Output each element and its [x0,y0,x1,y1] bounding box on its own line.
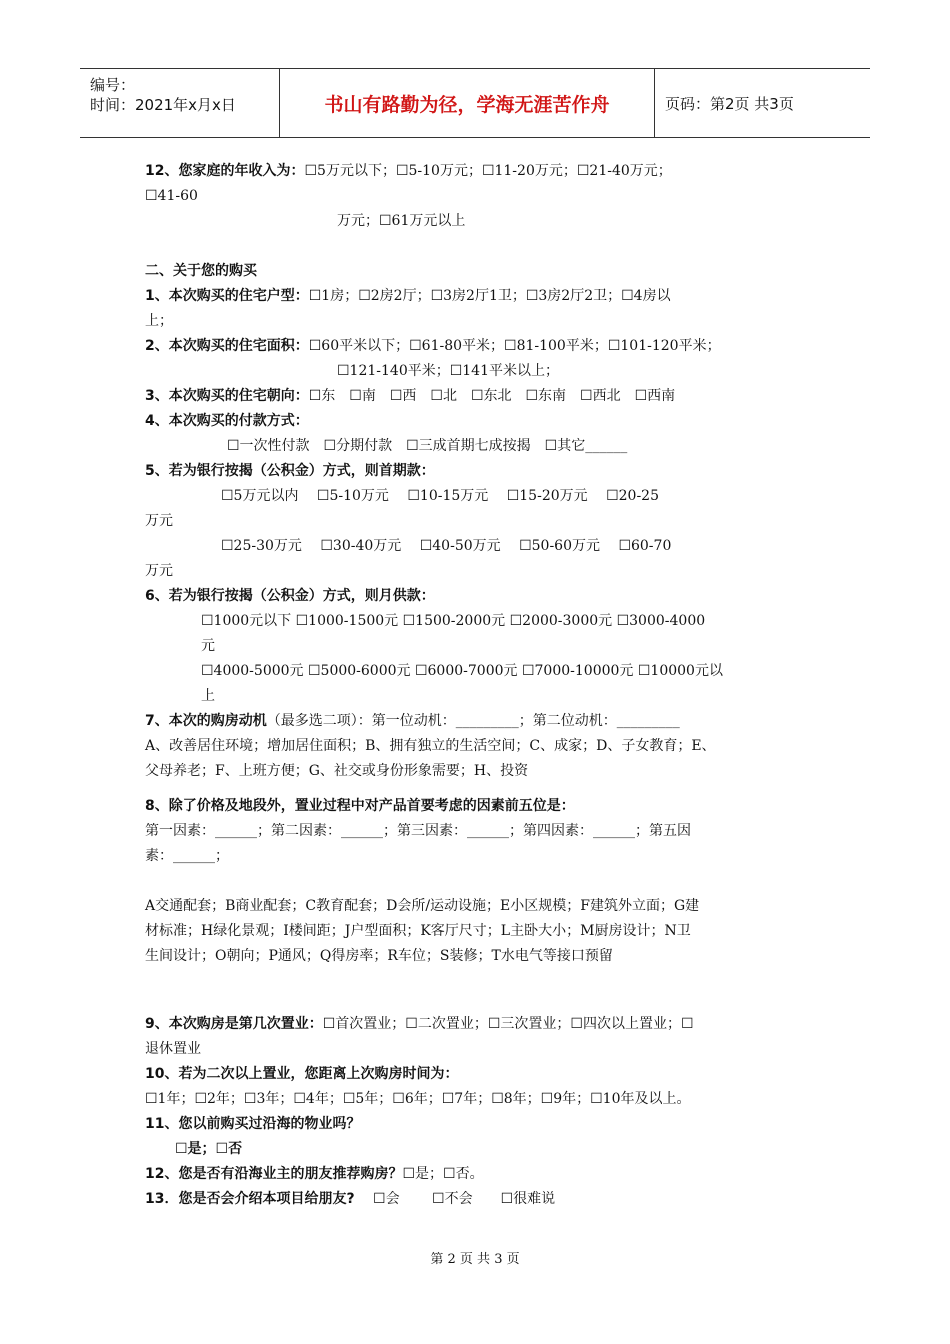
text-line-q8-6 [145,947,613,965]
question-options: 上 [201,688,215,704]
question-options: 生间设计；O朝向；P通风；Q得房率；R车位；S装修；T水电气等接口预留 [145,948,613,964]
header-page-info: 页码：第2页 共3页 [665,94,794,113]
question-label: 8、除了价格及地段外，置业过程中对产品首要考虑的因素前五位是： [145,798,575,814]
question-options: ☐一次性付款 ☐分期付款 ☐三成首期七成按揭 ☐其它______ [227,438,628,454]
question-label: 13．您是否会介绍本项目给朋友? [145,1191,355,1207]
question-label: 12、您是否有沿海业主的朋友推荐购房？ [145,1166,403,1182]
question-options: 素：______； [145,848,229,864]
text-line-q7-2 [145,737,716,755]
question-label: 2、本次购买的住宅面积： [145,338,309,354]
question-options: ☐会 ☐不会 ☐很难说 [354,1191,556,1207]
text-line-q9-1 [145,1015,694,1033]
text-line-q4-2 [227,437,627,455]
text-line-q1-1 [145,287,671,305]
question-label: 4、本次购买的付款方式： [145,413,309,429]
question-options: （最多选二项）：第一位动机：_________；第二位动机：_________ [266,713,680,729]
text-line-q8-1 [145,797,575,815]
question-label: 11、您以前购买过沿海的物业吗？ [145,1116,361,1132]
text-line-q7-3 [145,762,528,780]
text-line-q11-1 [145,1115,360,1133]
text-line-sec2 [145,262,257,280]
text-line-q5-3 [145,512,173,530]
question-options: ☐41-60 [145,188,198,204]
question-label: 10、若为二次以上置业，您距离上次购房时间为： [145,1066,459,1082]
question-options: ☐1000元以下 ☐1000-1500元 ☐1500-2000元 ☐2000-3000元 ☐3000-4000 [201,613,706,629]
text-line-q6-1 [145,587,435,605]
question-options: 材标准；H绿化景观；I楼间距；J户型面积；K客厅尺寸；L主卧大小；M厨房设计；N卫 [145,923,691,939]
text-line-q5-1 [145,462,435,480]
text-line-q3 [145,387,675,405]
text-line-q5-4 [221,537,671,555]
question-label: 1、本次购买的住宅户型： [145,288,309,304]
text-line-q2-1 [145,337,721,355]
text-line-q12a-2 [145,187,198,205]
question-options: ☐121-140平米；☐141平米以上； [337,363,559,379]
page-footer: 第 2 页 共 3 页 [430,1252,520,1267]
text-line-q13 [145,1190,555,1208]
question-label: ☐是；☐否 [175,1141,243,1157]
text-line-q12a-3 [337,212,465,230]
question-options: ☐60平米以下；☐61-80平米；☐81-100平米；☐101-120平米； [308,338,721,354]
text-line-q11-2 [175,1140,242,1158]
text-line-q6-5 [201,687,215,705]
header-left-cell [80,69,280,137]
text-line-q10-1 [145,1065,458,1083]
question-label: 3、本次购买的住宅朝向： [145,388,309,404]
question-label: 二、关于您的购买 [145,263,257,279]
text-line-q8-2 [145,822,691,840]
question-options: ☐1房；☐2房2厅；☐3房2厅1卫；☐3房2厅2卫；☐4房以 [308,288,671,304]
question-label: 5、若为银行按揭（公积金）方式，则首期款： [145,463,435,479]
text-line-q1-2 [145,312,173,330]
header-motto: 书山有路勤为径，学海无涯苦作舟 [280,69,655,137]
question-label: 12、您家庭的年收入为： [145,163,305,179]
question-options: ☐首次置业；☐二次置业；☐三次置业；☐四次以上置业；☐ [322,1016,694,1032]
question-options: ☐5万元以下；☐5-10万元；☐11-20万元；☐21-40万元； [304,163,672,179]
question-options: 退休置业 [145,1041,201,1057]
question-options: 万元 [145,563,173,579]
text-line-q6-2 [201,612,705,630]
text-line-q4-1 [145,412,309,430]
time-label: 时间：2021年x月x日 [90,96,236,114]
question-options: 万元 [145,513,173,529]
text-line-q8-4 [145,897,699,915]
text-line-q10-2 [145,1090,691,1108]
question-options: A交通配套；B商业配套；C教育配套；D会所/运动设施；E小区规模；F建筑外立面；G建 [145,898,700,914]
page-header [80,68,870,138]
question-options: 父母养老；F、上班方便；G、社交或身份形象需要；H、投资 [145,763,529,779]
question-options: ☐25-30万元 ☐30-40万元 ☐40-50万元 ☐50-60万元 ☐60-70 [221,538,672,554]
question-options: 元 [201,638,215,654]
text-line-q5-5 [145,562,173,580]
text-line-q12a-1 [145,162,672,180]
text-line-q12b [145,1165,484,1183]
text-line-q6-3 [201,637,215,655]
number-label: 编号： [90,76,136,94]
text-line-q2-2 [337,362,559,380]
question-options: ☐东 ☐南 ☐西 ☐北 ☐东北 ☐东南 ☐西北 ☐西南 [308,388,676,404]
question-options: ☐是；☐否。 [402,1166,484,1182]
question-options: 第一因素：______；第二因素：______；第三因素：______；第四因素：______；第五因 [145,823,691,839]
text-line-q8-5 [145,922,691,940]
question-options: ☐4000-5000元 ☐5000-6000元 ☐6000-7000元 ☐7000-10000元 ☐10000元以 [201,663,723,679]
text-line-q9-2 [145,1040,201,1058]
text-line-q8-3 [145,847,229,865]
text-line-q6-4 [201,662,723,680]
question-options: ☐5万元以内 ☐5-10万元 ☐10-15万元 ☐15-20万元 ☐20-25 [221,488,659,504]
text-line-q7-1 [145,712,680,730]
question-options: 上； [145,313,173,329]
question-label: 6、若为银行按揭（公积金）方式，则月供款： [145,588,435,604]
question-label: 9、本次购房是第几次置业： [145,1016,323,1032]
question-label: 7、本次的购房动机 [145,713,267,729]
question-options: ☐1年；☐2年；☐3年；☐4年；☐5年；☐6年；☐7年；☐8年；☐9年；☐10年及以上。 [145,1091,691,1107]
question-options: A、改善居住环境；增加居住面积；B、拥有独立的生活空间；C、成家；D、子女教育；E、 [145,738,716,754]
text-line-q5-2 [221,487,659,505]
question-options: 万元；☐61万元以上 [337,213,466,229]
